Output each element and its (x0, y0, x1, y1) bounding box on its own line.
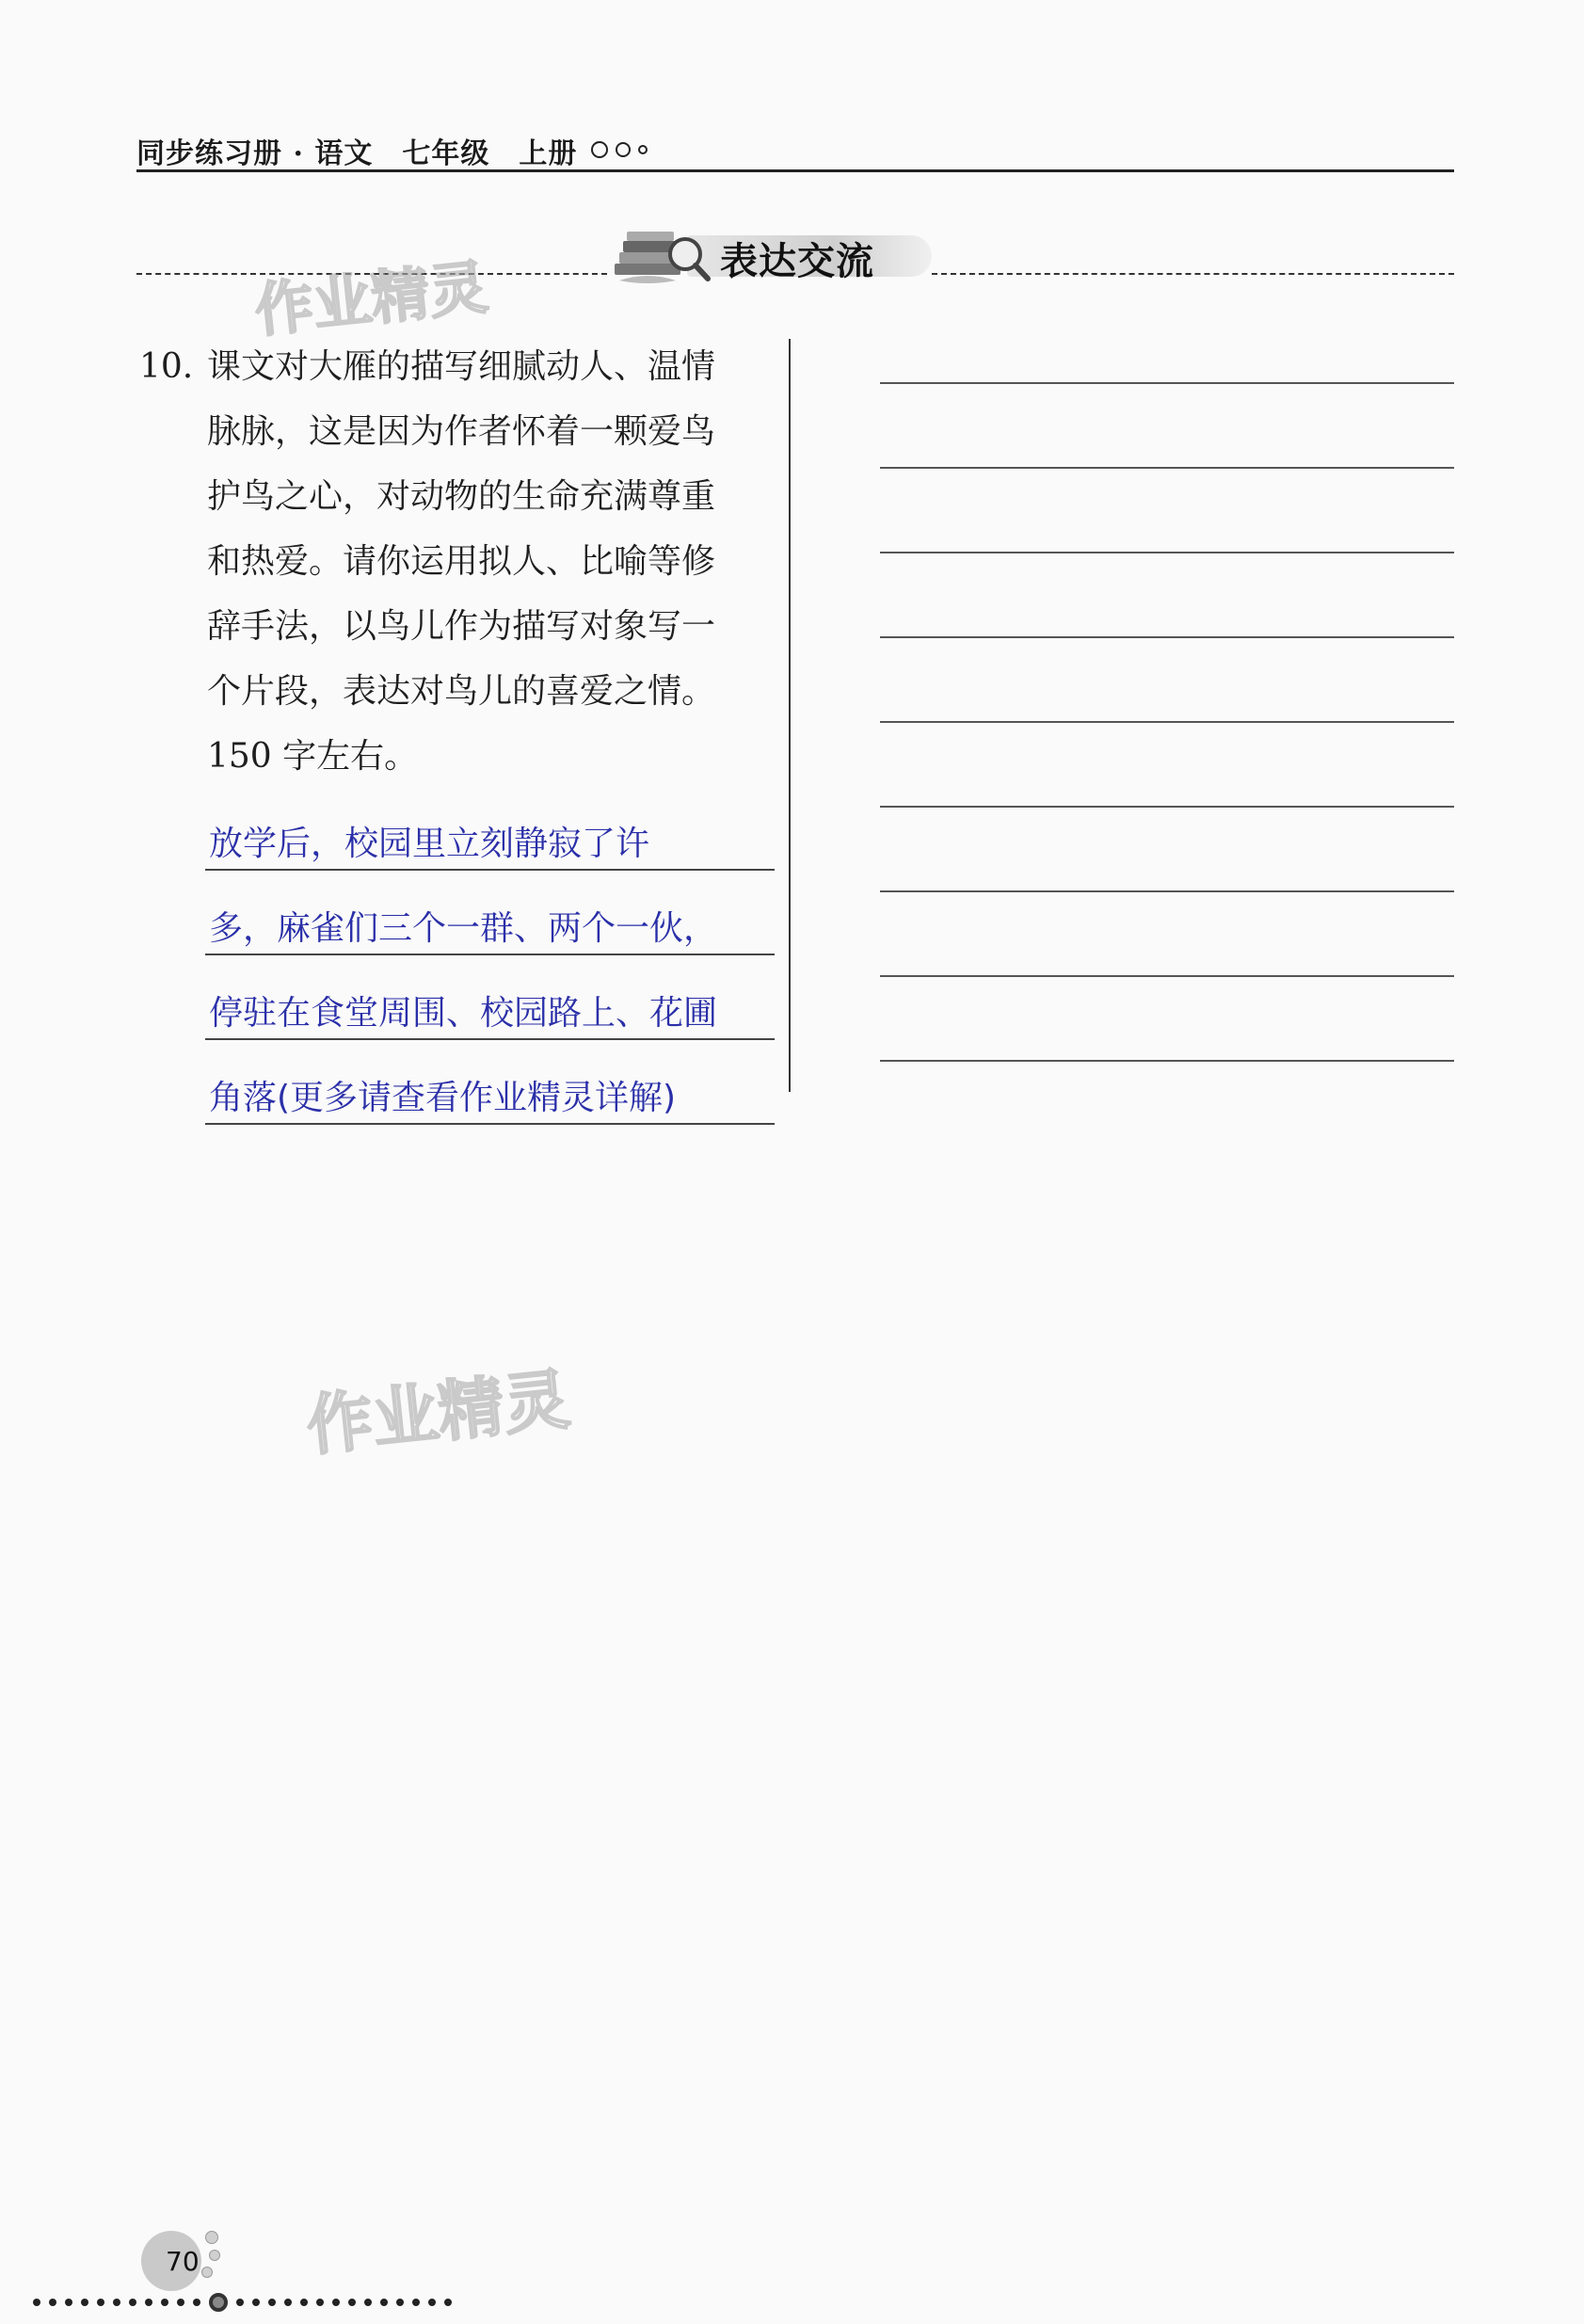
answer-text: 多，麻雀们三个一群、两个一伙， (209, 909, 718, 948)
answer-line[interactable] (205, 871, 775, 955)
blank-line[interactable] (880, 384, 1454, 469)
dot (97, 2299, 104, 2306)
answer-line[interactable] (205, 786, 775, 871)
dot (65, 2299, 72, 2306)
dot (161, 2299, 168, 2306)
watermark: 作业精灵 (251, 252, 491, 345)
page-number: 70 (166, 2246, 200, 2277)
section-heading (602, 215, 936, 290)
dot (145, 2299, 152, 2306)
blank-line[interactable] (880, 977, 1454, 1062)
dot (364, 2299, 372, 2306)
book-header-title: 同步练习册 · 语文 七年级 上册 (136, 137, 578, 170)
answer-area (205, 786, 775, 1125)
dot (348, 2299, 356, 2306)
dot (177, 2299, 184, 2306)
footer-dots (33, 2293, 452, 2312)
question-line: 个片段，表达对鸟儿的喜爱之情。 (207, 672, 716, 711)
circle-icon (209, 2250, 220, 2261)
dot (33, 2299, 40, 2306)
circle-icon (201, 2267, 213, 2278)
question-line: 和热爱。请你运用拟人、比喻等修 (207, 542, 716, 581)
answer-line[interactable] (205, 1040, 775, 1125)
books-magnifier-icon (610, 224, 713, 290)
dot (412, 2299, 420, 2306)
dot (284, 2299, 292, 2306)
blank-writing-lines (880, 299, 1454, 1062)
blank-line[interactable] (880, 469, 1454, 553)
dot (193, 2299, 200, 2306)
question-line: 护鸟之心，对动物的生命充满尊重 (207, 477, 716, 516)
question-line: 课文对大雁的描写细腻动人、温情 (207, 347, 716, 386)
dot (428, 2299, 436, 2306)
blank-line[interactable] (880, 808, 1454, 892)
column-divider (789, 339, 791, 1092)
section-title: 表达交流 (720, 240, 874, 283)
dot (49, 2299, 56, 2306)
blank-line[interactable] (880, 299, 1454, 384)
question-line: 辞手法，以鸟儿作为描写对象写一 (207, 607, 716, 646)
section-divider-right (932, 273, 1454, 275)
dot (113, 2299, 120, 2306)
header-decoration (591, 141, 648, 158)
answer-text: 角落(更多请查看作业精灵详解) (209, 1079, 677, 1117)
header-rule (136, 169, 1454, 172)
dot (300, 2299, 308, 2306)
blank-line[interactable] (880, 638, 1454, 723)
question-line: 150 字左右。 (207, 737, 419, 776)
dot (396, 2299, 404, 2306)
question-text (207, 334, 781, 789)
circle-icon (616, 142, 631, 157)
circle-icon (638, 145, 648, 154)
answer-text: 放学后，校园里立刻静寂了许 (209, 825, 650, 863)
dot (252, 2299, 260, 2306)
dot (380, 2299, 388, 2306)
blank-line[interactable] (880, 723, 1454, 808)
blank-line[interactable] (880, 553, 1454, 638)
dot (81, 2299, 88, 2306)
answer-line[interactable] (205, 955, 775, 1040)
dot (332, 2299, 340, 2306)
dot (268, 2299, 276, 2306)
dot (236, 2299, 244, 2306)
watermark: 作业精灵 (303, 1360, 574, 1466)
dot (444, 2299, 452, 2306)
question-line: 脉脉，这是因为作者怀着一颗爱鸟 (207, 412, 716, 451)
question-number: 10. (139, 347, 194, 386)
circle-icon (591, 141, 608, 158)
dot (129, 2299, 136, 2306)
blank-line[interactable] (880, 892, 1454, 977)
answer-text: 停驻在食堂周围、校园路上、花圃 (209, 994, 718, 1033)
ring-icon (209, 2293, 228, 2312)
circle-icon (205, 2231, 218, 2244)
dot (316, 2299, 324, 2306)
